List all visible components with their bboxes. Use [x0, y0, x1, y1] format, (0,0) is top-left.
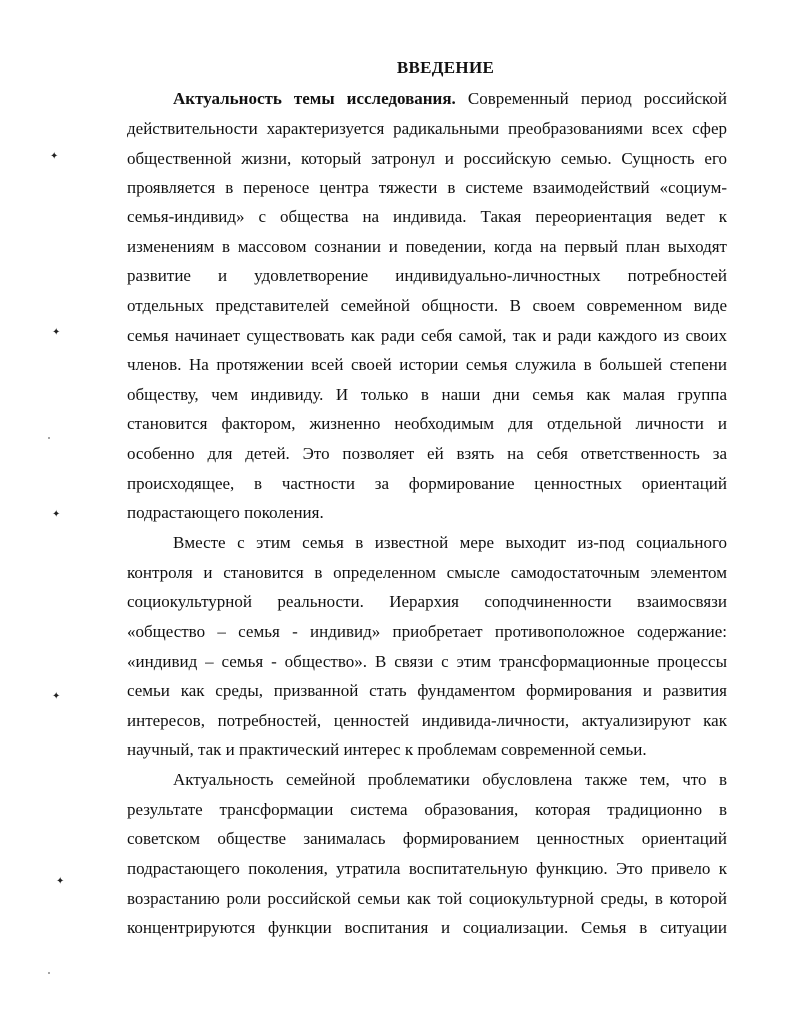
scan-mark-icon: ✦: [52, 509, 61, 520]
text-line: изменениям в массовом сознании и поведении, когда на первый план выходят: [127, 237, 727, 256]
text-line: становится фактором, жизненно необходимым для отдельной личности и: [127, 414, 727, 433]
text-line: обществу, чем индивиду. И только в наши дни семья как малая группа: [127, 385, 727, 404]
text-line: действительности характеризуется радикальными преобразованиями всех сфер: [127, 119, 727, 138]
text-line: «индивид – семья - общество». В связи с этим трансформационные процессы: [127, 652, 727, 671]
text-line: подрастающего поколения, утратила воспитательную функцию. Это привело к: [127, 859, 727, 878]
text-line: общественной жизни, который затронул и российскую семью. Сущность его: [127, 149, 727, 168]
text-line: интересов, потребностей, ценностей индивида-личности, актуализируют как: [127, 711, 727, 730]
text-line: Актуальность семейной проблематики обусловлена также тем, что в: [173, 770, 727, 789]
text-line: советском обществе занималась формированием ценностных ориентаций: [127, 829, 727, 848]
text-line: Вместе с этим семья в известной мере выходит из-под социального: [173, 533, 727, 552]
scan-dot: [48, 972, 50, 974]
scan-mark-icon: ✦: [50, 151, 59, 162]
text-line: результате трансформации система образования, которая традиционно в: [127, 800, 727, 819]
text-line: происходящее, в частности за формирование ценностных ориентаций: [127, 474, 727, 493]
text-line: научный, так и практический интерес к проблемам современной семьи.: [127, 740, 647, 759]
text-line: семьи как среды, призванной стать фундаментом формирования и развития: [127, 681, 727, 700]
text-line: членов. На протяжении всей своей истории семья служила в большей степени: [127, 355, 727, 374]
text-line: возрастанию роли российской семьи как той социокультурной среды, в которой: [127, 889, 727, 908]
page-title: ВВЕДЕНИЕ: [396, 58, 495, 77]
text-line: социокультурной реальности. Иерархия соподчиненности взаимосвязи: [127, 592, 727, 611]
text-line: особенно для детей. Это позволяет ей взять на себя ответственность за: [127, 444, 727, 463]
text-line: контроля и становится в определенном смысле самодостаточным элементом: [127, 563, 727, 582]
text-line: подрастающего поколения.: [127, 503, 324, 522]
text-line: отдельных представителей семейной общности. В своем современном виде: [127, 296, 727, 315]
text-line: семья начинает существовать как ради себя самой, так и ради каждого из своих: [127, 326, 727, 345]
text-line: «общество – семья - индивид» приобретает противоположное содержание:: [127, 622, 727, 641]
lead-bold-text: Актуальность темы исследования.: [173, 89, 456, 108]
scan-mark-icon: ✦: [52, 691, 61, 702]
text-line: проявляется в переносе центра тяжести в системе взаимодействий «социум-: [127, 178, 727, 197]
text-line: развитие и удовлетворение индивидуально-личностных потребностей: [127, 266, 727, 285]
text-line: семья-индивид» с общества на индивида. Такая переориентация ведет к: [127, 207, 727, 226]
scan-mark-icon: ✦: [56, 876, 65, 887]
text-line: Актуальность темы исследования. Современный период российской: [173, 89, 728, 108]
scan-dot: [48, 437, 50, 439]
scan-mark-icon: ✦: [52, 327, 61, 338]
text-line: концентрируются функции воспитания и социализации. Семья в ситуации: [127, 918, 727, 937]
